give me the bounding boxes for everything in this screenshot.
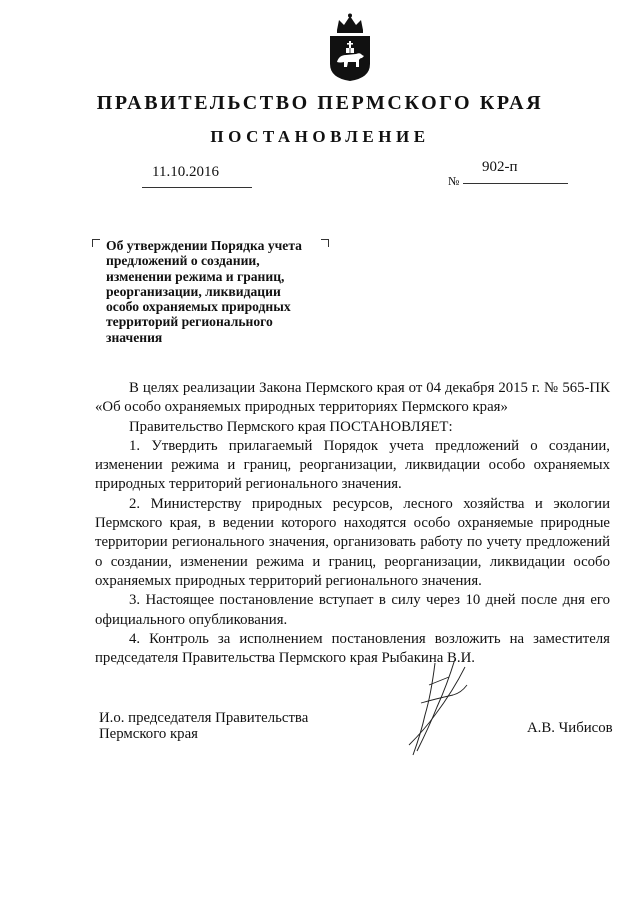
item-paragraph: 1. Утвердить прилагаемый Порядок учета предложений о создании, изменении режима и границ, реорганизации, ликвидации особо охраняемых природных территорий регионального значения. bbox=[95, 437, 610, 493]
number-sign: № bbox=[448, 174, 460, 188]
document-subject bbox=[106, 238, 346, 345]
date-underline bbox=[142, 187, 252, 188]
document-body bbox=[95, 379, 610, 668]
resolution-clause: Правительство Пермского края ПОСТАНОВЛЯЕТ: bbox=[129, 418, 453, 435]
handwritten-signature-icon bbox=[395, 655, 485, 765]
item-paragraph: 2. Министерству природных ресурсов, лесного хозяйства и экологии Пермского края, в ведении которого находятся особо охраняемые природные территории регионального значения, организовать работу по учету предложений о создании, изменении режима и границ, реорганизации, ликвидации особо охраняемых природных территорий регионального значения. bbox=[95, 495, 610, 589]
subject-line: предложений о создании, bbox=[106, 253, 260, 269]
perm-krai-coat-of-arms-icon bbox=[327, 12, 373, 82]
signer-name: А.В. Чибисов bbox=[527, 720, 613, 736]
document-number: 902-п bbox=[482, 159, 518, 175]
item-paragraph: 4. Контроль за исполнением постановления возложить на заместителя председателя Правительства Пермского края Рыбакина В.И. bbox=[95, 630, 610, 667]
subject-line: территорий регионального bbox=[106, 314, 273, 330]
subject-line: особо охраняемых природных bbox=[106, 299, 291, 315]
signer-position-line: И.о. председателя Правительства bbox=[99, 710, 309, 726]
number-underline bbox=[463, 183, 568, 184]
subject-line: Об утверждении Порядка учета bbox=[106, 238, 302, 253]
document-date: 11.10.2016 bbox=[152, 164, 219, 180]
organization-title: ПРАВИТЕЛЬСТВО ПЕРМСКОГО КРАЯ bbox=[96, 92, 544, 114]
subject-line: реорганизации, ликвидации bbox=[106, 283, 281, 299]
signer-position bbox=[99, 710, 308, 742]
preamble-paragraph: В целях реализации Закона Пермского края от 04 декабря 2015 г. № 565-ПК «Об особо охраняемых природных территориях Пермского края» bbox=[95, 380, 610, 416]
signer-position-line: Пермского края bbox=[99, 726, 198, 742]
item-paragraph: 3. Настоящее постановление вступает в силу через 10 дней после дня его официального опубликования. bbox=[95, 592, 610, 628]
subject-line: значения bbox=[106, 329, 163, 345]
document-type: ПОСТАНОВЛЕНИЕ bbox=[210, 127, 430, 146]
subject-line: изменении режима и границ, bbox=[106, 268, 285, 284]
subject-bracket-left bbox=[92, 239, 100, 247]
